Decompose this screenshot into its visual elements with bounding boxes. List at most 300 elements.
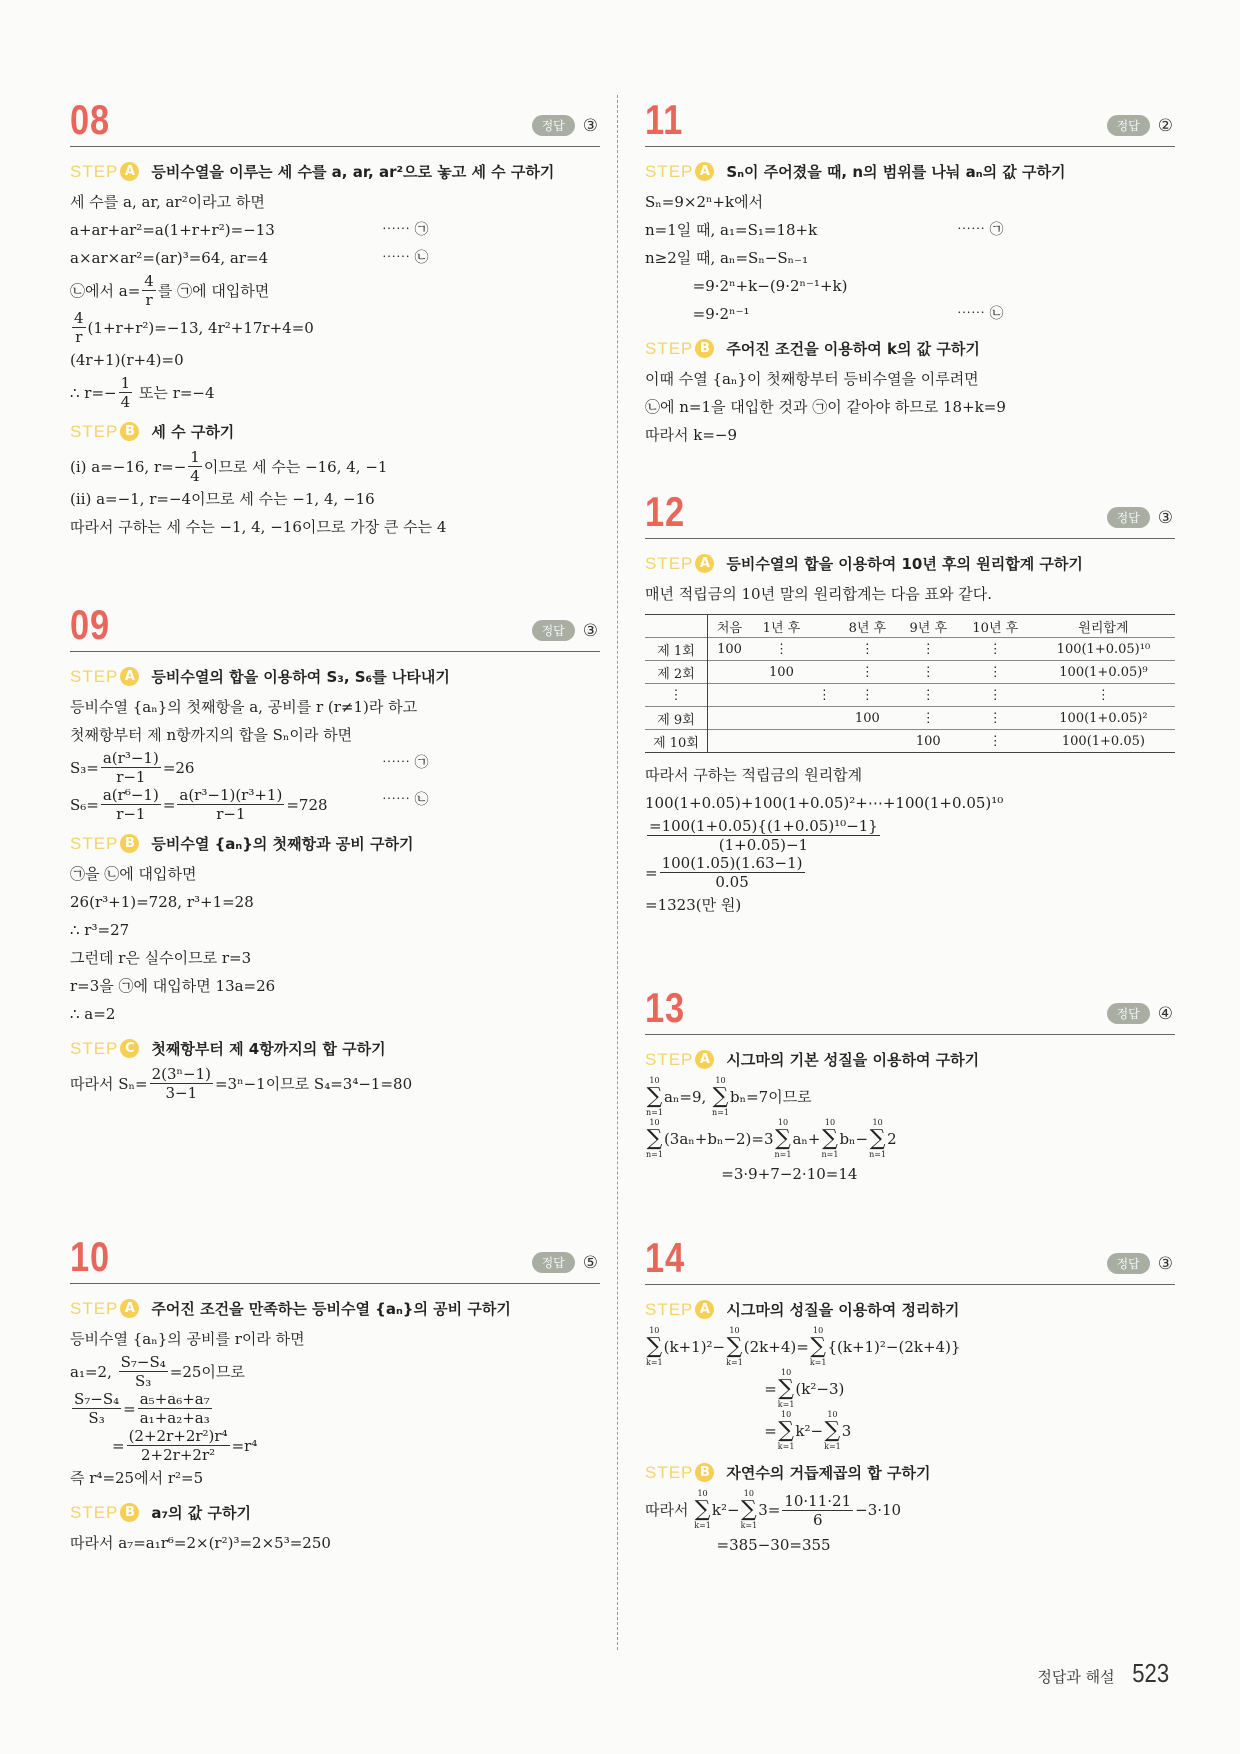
table-cell (708, 707, 751, 730)
math-text: (ⅰ) a=−16, r=− (70, 457, 187, 476)
sigma-symbol: ∑ (712, 1084, 729, 1109)
math-text: 즉 r⁴=25에서 r²=5 (70, 1469, 204, 1487)
table-cell: 100(1+0.05)¹⁰ (1032, 638, 1175, 661)
step-label: STEP (645, 553, 694, 573)
solution-line (70, 1529, 600, 1557)
sigma-lower: n=1 (646, 1108, 663, 1117)
solution-line (645, 272, 1175, 300)
step-letter-icon: B (120, 1503, 139, 1522)
problem-13 (645, 984, 1175, 1188)
solution-line (70, 309, 600, 346)
table-cell (751, 707, 812, 730)
problem-14 (645, 1234, 1175, 1559)
sigma-lower: n=1 (712, 1108, 729, 1117)
step-label: STEP (70, 421, 119, 441)
table-cell: ⋮ (837, 638, 898, 661)
sigma-symbol: ∑ (646, 1084, 663, 1109)
sigma-sum (646, 1326, 663, 1368)
math-text: =9·2ⁿ+k−(9·2ⁿ⁻¹+k) (645, 277, 848, 295)
table-cell: ⋮ (959, 684, 1032, 707)
step-letter-icon: C (120, 1039, 139, 1058)
problem-header (70, 96, 600, 147)
column-divider (617, 95, 618, 1650)
sigma-upper: 10 (781, 1410, 792, 1419)
step-label: STEP (645, 338, 694, 358)
math-text: =9·2ⁿ⁻¹ (645, 305, 750, 323)
answer-badge: 정답 (1107, 1003, 1150, 1024)
fraction (119, 374, 133, 411)
table-cell: 제 2회 (645, 661, 708, 684)
solution-line (70, 721, 600, 749)
column-header: 1년 후 (751, 615, 812, 638)
sigma-sum (646, 1076, 663, 1118)
step-title: 주어진 조건을 이용하여 k의 값 구하기 (726, 340, 980, 358)
sigma-lower: k=1 (777, 1442, 795, 1451)
step-letter-icon: A (120, 1299, 139, 1318)
sigma-upper: 10 (649, 1326, 660, 1335)
numerator: a(r³−1)(r³+1) (179, 786, 283, 804)
table-cell: 제 9회 (645, 707, 708, 730)
problem-header (645, 984, 1175, 1035)
fraction (660, 854, 805, 891)
step-heading (70, 421, 600, 442)
numerator: 4 (74, 309, 84, 327)
problem-12 (645, 488, 1175, 919)
solution-line (70, 749, 600, 786)
fraction (647, 817, 880, 854)
sigma-sum (726, 1326, 743, 1368)
table-cell: ⋮ (645, 684, 708, 707)
math-text: Sₙ=9×2ⁿ+k에서 (645, 193, 764, 211)
table-row (645, 707, 1175, 730)
math-text: 따라서 k=−9 (645, 426, 738, 444)
sigma-symbol: ∑ (646, 1334, 663, 1359)
column-header: 8년 후 (837, 615, 898, 638)
step-letter-icon: B (695, 1463, 714, 1482)
math-text: 매년 적립금의 10년 말의 원리합계는 다음 표와 같다. (645, 585, 993, 603)
step-title: 첫째항부터 제 4항까지의 합 구하기 (151, 1040, 386, 1058)
sigma-symbol: ∑ (778, 1418, 794, 1443)
answer-badge: 정답 (532, 620, 575, 641)
math-text: k²− (795, 1422, 824, 1440)
step-title: 시그마의 성질을 이용하여 정리하기 (726, 1301, 960, 1319)
math-text: =25이므로 (169, 1362, 245, 1381)
sigma-lower: k=1 (740, 1521, 758, 1530)
sigma-lower: k=1 (694, 1521, 711, 1530)
sigma-sum (869, 1118, 886, 1160)
sigma-sum (778, 1368, 795, 1410)
solution-line (70, 888, 600, 916)
step-label: STEP (645, 161, 694, 181)
solution-line (645, 1531, 1175, 1559)
step-label: STEP (645, 1462, 694, 1482)
math-text: 이때 수열 {aₙ}이 첫째항부터 등비수열을 이루려면 (645, 370, 979, 388)
math-text: ∴ r=− (70, 383, 117, 402)
problem-number: 11 (645, 96, 684, 143)
fraction (150, 1065, 213, 1102)
step-title: 자연수의 거듭제곱의 합 구하기 (726, 1464, 931, 1482)
fraction (138, 1390, 212, 1427)
solution-line (645, 393, 1175, 421)
solution-line (645, 1160, 1175, 1188)
solution-line (70, 693, 600, 721)
problem-number: 09 (70, 601, 110, 648)
numerator: a(r⁶−1) (102, 786, 159, 804)
solution-line (70, 1353, 600, 1390)
fraction (101, 749, 161, 786)
solution-line (645, 817, 1175, 854)
math-text: 3 (841, 1422, 852, 1440)
math-text: (1+r+r²)=−13, 4r²+17r+4=0 (87, 318, 314, 337)
math-text: (ⅱ) a=−1, r=−4이므로 세 수는 −1, 4, −16 (70, 490, 375, 508)
table-row (645, 730, 1175, 753)
answer-value: ③ (582, 620, 598, 641)
numerator: 100(1.05)(1.63−1) (661, 854, 803, 872)
solution-line (70, 188, 600, 216)
denominator: r−1 (216, 805, 246, 823)
step-title: 등비수열 {aₙ}의 첫째항과 공비 구하기 (151, 835, 414, 853)
step-heading (645, 553, 1175, 574)
footer-label: 정답과 해설 (1037, 1668, 1115, 1686)
math-text: ∴ r³=27 (70, 921, 130, 939)
fraction (72, 309, 86, 346)
solution-line (70, 216, 600, 244)
sigma-symbol: ∑ (778, 1376, 794, 1401)
math-text: = (112, 1436, 125, 1455)
step-letter-icon: A (695, 1050, 714, 1069)
denominator: 2+2r+2r² (141, 1446, 216, 1464)
answer-box (532, 115, 598, 136)
math-text: 등비수열 {aₙ}의 공비를 r이라 하면 (70, 1330, 305, 1348)
fraction (782, 1492, 853, 1529)
math-text: 3= (758, 1501, 781, 1519)
numerator: 4 (144, 272, 154, 290)
solution-line (645, 891, 1175, 919)
solution-line (70, 1325, 600, 1353)
solution-line (645, 1118, 1175, 1160)
step-heading (645, 1299, 1175, 1320)
solution-line (645, 580, 1175, 608)
step-label: STEP (70, 833, 119, 853)
solution-line (645, 854, 1175, 891)
step-label: STEP (645, 1049, 694, 1069)
sigma-symbol: ∑ (694, 1497, 711, 1522)
sigma-lower: k=1 (777, 1400, 795, 1409)
step-letter-icon: B (120, 422, 139, 441)
table-row (645, 638, 1175, 661)
step-heading (70, 666, 600, 687)
math-text: bₙ=7이므로 (730, 1088, 812, 1106)
sigma-symbol: ∑ (726, 1334, 743, 1359)
answer-value: ② (1157, 115, 1173, 136)
math-text: 이므로 세 수는 −16, 4, −1 (203, 457, 388, 476)
step-title: 등비수열의 합을 이용하여 S₃, S₆를 나타내기 (151, 668, 450, 686)
solution-line (645, 1410, 1175, 1452)
table-cell (812, 661, 837, 684)
solution-line (645, 421, 1175, 449)
denominator: 4 (120, 393, 131, 411)
step-heading (70, 1502, 600, 1523)
solution-line (70, 1464, 600, 1492)
step-label: STEP (70, 666, 119, 686)
step-title: 시그마의 기본 성질을 이용하여 구하기 (726, 1051, 980, 1069)
denominator: a₁+a₂+a₃ (139, 1409, 210, 1427)
math-text: (k²−3) (795, 1380, 845, 1398)
table-cell: ⋮ (837, 661, 898, 684)
math-text: (3aₙ+bₙ−2)=3 (663, 1130, 774, 1148)
solution-line (70, 1390, 600, 1427)
step-label: STEP (645, 1299, 694, 1319)
solution-line (645, 1368, 1175, 1410)
sigma-lower: n=1 (646, 1150, 663, 1159)
sigma-lower: n=1 (869, 1150, 887, 1159)
solution-line (70, 374, 600, 411)
answer-badge: 정답 (532, 1252, 575, 1273)
problem-number: 12 (645, 488, 685, 535)
math-text: =728 (286, 795, 328, 814)
step-label: STEP (70, 1038, 119, 1058)
math-text: r=3을 ㉠에 대입하면 13a=26 (70, 977, 276, 995)
math-text: =r⁴ (231, 1436, 258, 1455)
denominator: 4 (190, 467, 200, 485)
solution-line (645, 188, 1175, 216)
solution-line (645, 761, 1175, 789)
math-text: a+ar+ar²=a(1+r+r²)=−13 (70, 221, 275, 239)
problem-10 (70, 1233, 600, 1557)
math-text: 첫째항부터 제 n항까지의 합을 Sₙ이라 하면 (70, 726, 353, 744)
math-text: = (645, 863, 658, 882)
sigma-sum (822, 1118, 839, 1160)
step-heading (645, 161, 1175, 182)
math-text: = (645, 1380, 777, 1398)
table-cell: ⋮ (959, 730, 1032, 753)
table-cell: 100 (837, 707, 898, 730)
math-text: 그런데 r은 실수이므로 r=3 (70, 949, 252, 967)
sigma-sum (741, 1489, 758, 1531)
solution-line (645, 216, 1175, 244)
math-text: a₁=2, (70, 1362, 117, 1381)
table-cell (751, 684, 812, 707)
sigma-upper: 10 (649, 1118, 660, 1127)
denominator: (1+0.05)−1 (718, 836, 809, 854)
sigma-symbol: ∑ (646, 1126, 663, 1151)
answer-box (1107, 115, 1173, 136)
answer-value: ⑤ (582, 1252, 598, 1273)
step-letter-icon: B (695, 339, 714, 358)
table-cell (812, 707, 837, 730)
sigma-upper: 10 (729, 1326, 740, 1335)
table-cell: 100(1+0.05) (1032, 730, 1175, 753)
math-text: =3·9+7−2·10=14 (645, 1165, 858, 1183)
sigma-symbol: ∑ (810, 1334, 826, 1359)
math-text: 따라서 Sₙ= (70, 1074, 148, 1093)
column-header: 처음 (708, 615, 751, 638)
sigma-lower: n=1 (774, 1150, 792, 1159)
math-text: S₆= (70, 795, 99, 814)
math-text: = (162, 795, 176, 814)
numerator: 10·11·21 (784, 1491, 852, 1510)
table-cell (708, 730, 751, 753)
step-letter-icon: B (120, 834, 139, 853)
denominator: 3−1 (165, 1084, 198, 1102)
math-text: 또는 r=−4 (134, 383, 215, 402)
denominator: S₃ (88, 1409, 105, 1427)
denominator: 6 (812, 1510, 823, 1529)
math-text: 세 수를 a, ar, ar²이라고 하면 (70, 193, 265, 211)
sigma-symbol: ∑ (824, 1418, 841, 1443)
step-title: 주어진 조건을 만족하는 등비수열 {aₙ}의 공비 구하기 (151, 1300, 511, 1318)
fraction (101, 786, 161, 823)
table-cell (812, 730, 837, 753)
math-text: −3·10 (855, 1501, 902, 1519)
table-cell: ⋮ (837, 684, 898, 707)
math-text: 등비수열 {aₙ}의 첫째항을 a, 공비를 r (r≠1)라 하고 (70, 698, 418, 716)
fraction (142, 272, 156, 309)
solution-line (70, 485, 600, 513)
column-header: 원리합계 (1032, 615, 1175, 638)
math-text: 따라서 구하는 적립금의 원리합계 (645, 766, 863, 784)
solution-line (70, 1065, 600, 1102)
table-cell: ⋮ (898, 638, 959, 661)
sigma-upper: 10 (827, 1410, 838, 1419)
denominator: 0.05 (715, 873, 749, 891)
table-cell (812, 638, 837, 661)
page-number: 523 (1131, 1658, 1169, 1688)
math-text: aₙ+ (792, 1130, 821, 1148)
table-cell: ⋮ (959, 638, 1032, 661)
step-label: STEP (70, 1298, 119, 1318)
sigma-upper: 10 (649, 1076, 660, 1085)
problem-header (645, 488, 1175, 539)
sigma-symbol: ∑ (869, 1126, 886, 1151)
step-heading (645, 338, 1175, 359)
answer-box (532, 620, 598, 641)
solution-line (70, 786, 600, 823)
answer-box (1107, 507, 1173, 528)
step-title: a₇의 값 구하기 (151, 1504, 251, 1522)
problem-number: 10 (70, 1233, 110, 1280)
table-cell (708, 661, 751, 684)
numerator: (2+2r+2r²)r⁴ (128, 1427, 228, 1445)
fraction (72, 1390, 121, 1427)
solution-line (645, 300, 1175, 328)
table-cell: 100 (708, 638, 751, 661)
numerator: =100(1+0.05){(1+0.05)¹⁰−1} (649, 817, 878, 835)
sigma-upper: 10 (743, 1489, 754, 1498)
table-cell: ⋮ (959, 661, 1032, 684)
solution-line (70, 1000, 600, 1028)
answer-badge: 정답 (1107, 507, 1150, 528)
step-heading (70, 1298, 600, 1319)
step-heading (70, 161, 600, 182)
problem-08 (70, 96, 600, 541)
math-text: 따라서 a₇=a₁r⁶=2×(r²)³=2×5³=250 (70, 1534, 331, 1552)
answer-badge: 정답 (532, 115, 575, 136)
table-cell: ⋮ (1032, 684, 1175, 707)
problem-number: 14 (645, 1234, 685, 1281)
denominator: r (145, 291, 153, 309)
table-cell: ⋮ (898, 661, 959, 684)
table-cell: 100(1+0.05)² (1032, 707, 1175, 730)
step-title: 등비수열을 이루는 세 수를 a, ar, ar²으로 놓고 세 수 구하기 (151, 163, 555, 181)
sigma-sum (646, 1118, 663, 1160)
fraction (188, 448, 202, 485)
column-header: 10년 후 (959, 615, 1032, 638)
sigma-symbol: ∑ (775, 1126, 791, 1151)
step-heading (645, 1462, 1175, 1483)
problem-number: 13 (645, 984, 685, 1031)
step-label: STEP (70, 1502, 119, 1522)
math-text: =385−30=355 (645, 1536, 831, 1554)
table-cell: 100 (898, 730, 959, 753)
denominator: S₃ (135, 1372, 152, 1390)
math-text: ∴ a=2 (70, 1005, 116, 1023)
solution-line (70, 1427, 600, 1464)
answer-value: ③ (1157, 507, 1173, 528)
table-cell (751, 730, 812, 753)
step-letter-icon: A (120, 667, 139, 686)
numerator: 1 (120, 374, 131, 392)
denominator: r (75, 328, 83, 346)
table-header-row (645, 615, 1175, 638)
step-letter-icon: A (695, 1300, 714, 1319)
table-row (645, 661, 1175, 684)
denominator: r−1 (116, 805, 146, 823)
table-cell: 제 10회 (645, 730, 708, 753)
solution-line (70, 972, 600, 1000)
sigma-upper: 10 (872, 1118, 883, 1127)
solution-line (645, 365, 1175, 393)
math-text: n≥2일 때, aₙ=Sₙ−Sₙ₋₁ (645, 249, 809, 267)
math-text: ㉡에 n=1을 대입한 것과 ㉠이 같아야 하므로 18+k=9 (645, 398, 1006, 416)
math-text: k²− (711, 1501, 740, 1519)
sigma-sum (824, 1410, 841, 1452)
sigma-lower: k=1 (726, 1358, 743, 1367)
sigma-upper: 10 (715, 1076, 726, 1085)
numerator: a(r³−1) (102, 749, 159, 767)
equation-tag: ⋯⋯ ㉡ (382, 792, 429, 808)
numerator: S₇−S₄ (120, 1353, 166, 1371)
table-row (645, 684, 1175, 707)
math-text: =3ⁿ−1이므로 S₄=3⁴−1=80 (214, 1074, 413, 1093)
math-text: S₃= (70, 758, 99, 777)
math-text: 26(r³+1)=728, r³+1=28 (70, 893, 254, 911)
math-text: (4r+1)(r+4)=0 (70, 351, 184, 369)
problem-11 (645, 96, 1175, 449)
step-heading (70, 1038, 600, 1059)
equation-tag: ⋯⋯ ㉡ (957, 306, 1004, 322)
math-text: (2k+4)= (743, 1338, 809, 1356)
math-text: ㉠을 ㉡에 대입하면 (70, 865, 197, 883)
table-cell: 100 (751, 661, 812, 684)
math-text: 100(1+0.05)+100(1+0.05)²+⋯+100(1+0.05)¹⁰ (645, 794, 1004, 812)
table-cell (708, 684, 751, 707)
step-letter-icon: A (120, 162, 139, 181)
sigma-upper: 10 (777, 1118, 789, 1127)
math-text: 따라서 구하는 세 수는 −1, 4, −16이므로 가장 큰 수는 4 (70, 518, 447, 536)
solution-line (645, 1489, 1175, 1531)
solution-line (70, 944, 600, 972)
sigma-upper: 10 (824, 1118, 836, 1127)
column-header: 9년 후 (898, 615, 959, 638)
column-header (645, 615, 708, 638)
answer-value: ③ (1157, 1253, 1173, 1274)
problem-09 (70, 601, 600, 1102)
table-cell: ⋮ (898, 684, 959, 707)
answer-value: ③ (582, 115, 598, 136)
solution-line (70, 272, 600, 309)
numerator: a₅+a₆+a₇ (139, 1390, 210, 1408)
